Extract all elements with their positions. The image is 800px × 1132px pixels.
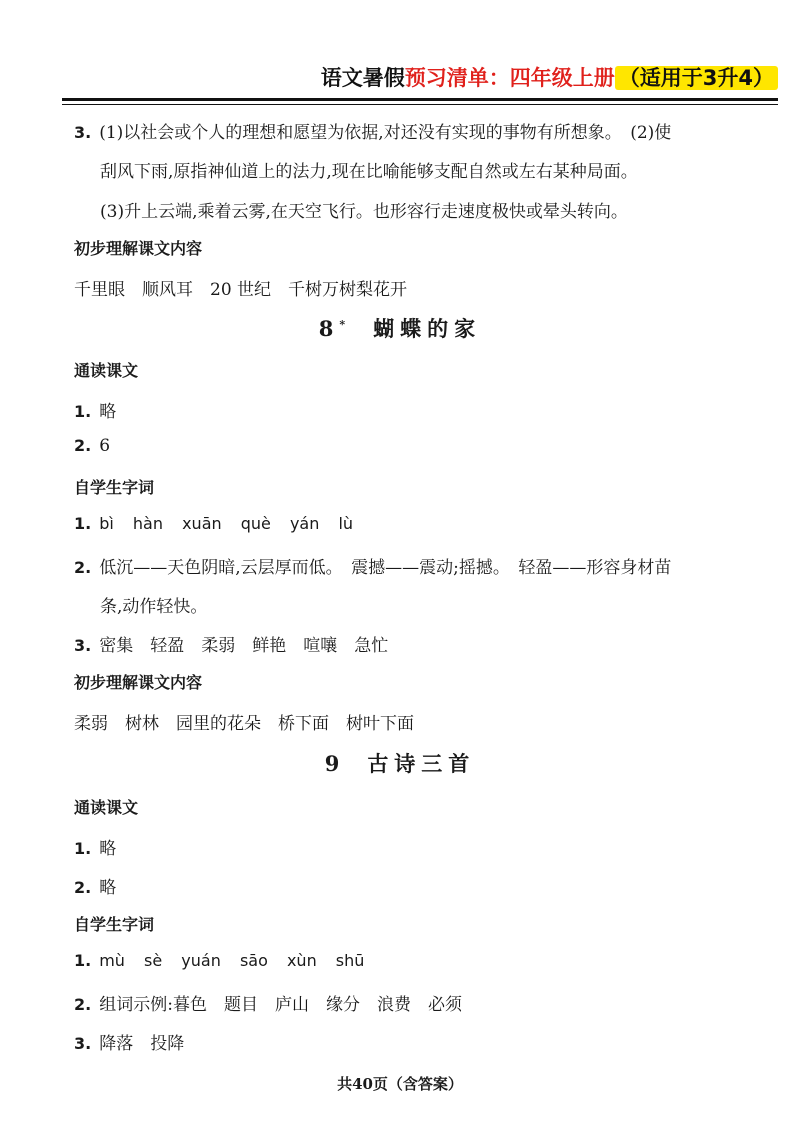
section-heading-understand: 初步理解课文内容 — [74, 673, 203, 692]
document-header — [321, 62, 778, 92]
lesson-8-words-3: 3. 密集 轻盈 柔弱 鲜艳 喧嚷 急忙 — [74, 636, 389, 656]
understand-answers: 千里眼 顺风耳 20 世纪 千树万树梨花开 — [74, 280, 408, 300]
section-heading-understand: 初步理解课文内容 — [74, 239, 203, 258]
item-3-line-1: 3. (1)以社会或个人的理想和愿望为依据,对还没有实现的事物有所想象。 (2)使 — [74, 123, 672, 143]
lesson-9-words-3: 3. 降落 投降 — [74, 1034, 185, 1054]
header-rule-thin — [62, 104, 778, 105]
lesson-8-words-1: 1. bì hàn xuān què yán lù — [74, 514, 354, 533]
lesson-9-words-1: 1. mù sè yuán sāo xùn shū — [74, 951, 365, 970]
lesson-9-title: 9 古诗三首 — [324, 751, 476, 776]
lesson-8-words-2-line-1: 2. 低沉——天色阴暗,云层厚而低。 震撼——震动;摇撼。 轻盈——形容身材苗 — [74, 558, 672, 578]
lesson-9-words-2: 2. 组词示例:暮色 题目 庐山 缘分 浪费 必须 — [74, 995, 462, 1015]
lesson-8-read-1: 1. 略 — [74, 402, 117, 422]
lesson-8-title: 8* 蝴蝶的家 — [318, 316, 482, 341]
header-rule-thick — [62, 98, 778, 101]
lesson-8-words-2-line-2: 条,动作轻快。 — [100, 597, 208, 617]
page-footer: 共40页（含答案） — [337, 1075, 463, 1093]
lesson-9-read-2: 2. 略 — [74, 878, 117, 898]
lesson-8-read-2: 2. 6 — [74, 436, 111, 456]
section-heading-words: 自学生字词 — [74, 915, 155, 934]
section-heading-words: 自学生字词 — [74, 478, 155, 497]
item-3-line-2: 刮风下雨,原指神仙道上的法力,现在比喻能够支配自然或左右某种局面。 — [100, 162, 638, 182]
header-title-part2: 预习清单：四年级上册 — [404, 66, 615, 90]
header-grade-badge: （适用于3升4） — [615, 66, 778, 90]
item-3-line-3: (3)升上云端,乘着云雾,在天空飞行。也形容行走速度极快或晕头转向。 — [100, 202, 628, 222]
section-heading-read: 通读课文 — [74, 361, 139, 380]
header-title-part1: 语文暑假 — [320, 66, 405, 90]
understand-answers: 柔弱 树林 园里的花朵 桥下面 树叶下面 — [74, 714, 414, 734]
lesson-9-read-1: 1. 略 — [74, 839, 117, 859]
section-heading-read: 通读课文 — [74, 798, 139, 817]
